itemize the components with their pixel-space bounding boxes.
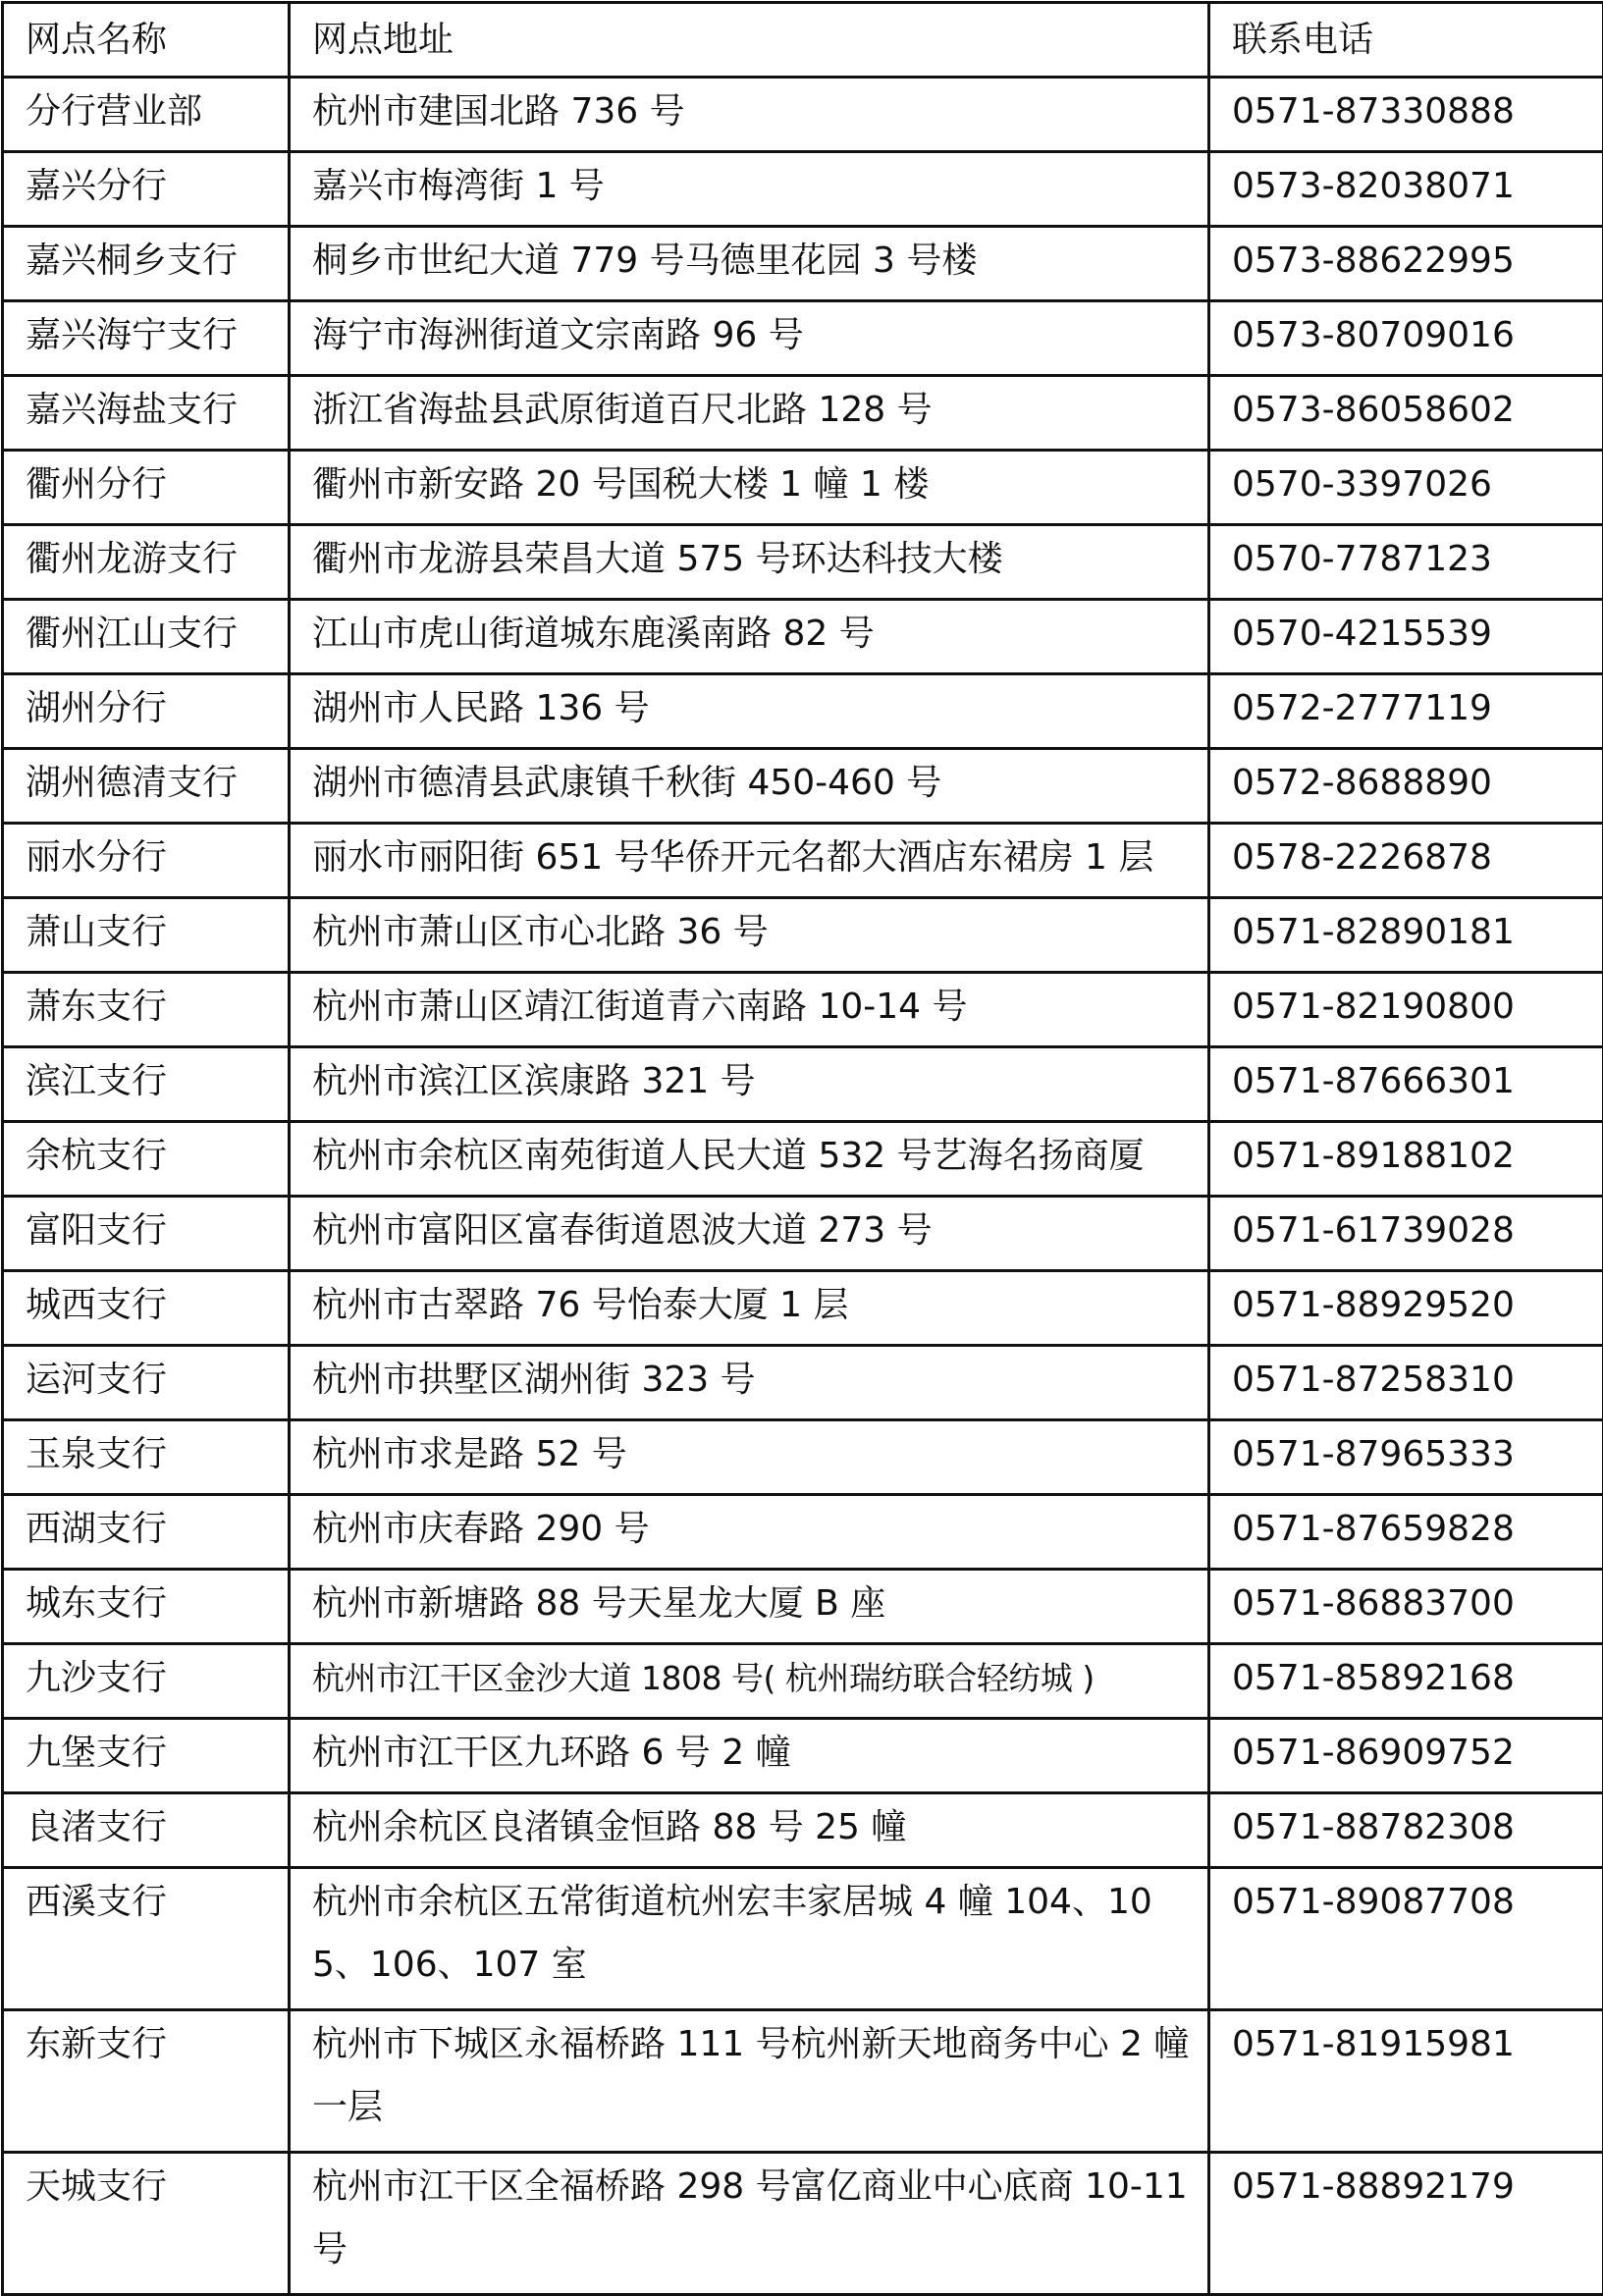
- branch-address: 杭州市拱墅区湖州街 323 号: [290, 1346, 1209, 1420]
- branch-name: 分行营业部: [3, 78, 290, 152]
- branch-phone: 0571-89087708: [1209, 1868, 1603, 2010]
- table-row: [3, 1570, 1603, 1644]
- branch-name: 九沙支行: [3, 1644, 290, 1719]
- branch-address: 杭州市求是路 52 号: [290, 1420, 1209, 1495]
- branch-address: 浙江省海盐县武原街道百尺北路 128 号: [290, 376, 1209, 451]
- table-row: [3, 451, 1603, 525]
- branch-phone: 0572-2777119: [1209, 674, 1603, 749]
- table-row: [3, 1197, 1603, 1271]
- branch-address: 杭州余杭区良渚镇金恒路 88 号 25 幢: [290, 1793, 1209, 1868]
- branch-address: 杭州市富阳区富春街道恩波大道 273 号: [290, 1197, 1209, 1271]
- table-row: [3, 973, 1603, 1047]
- branch-phone: 0571-88892179: [1209, 2153, 1603, 2295]
- branch-name: 湖州分行: [3, 674, 290, 749]
- branch-address: 杭州市滨江区滨康路 321 号: [290, 1047, 1209, 1122]
- table-row: [3, 674, 1603, 749]
- branch-address: 桐乡市世纪大道 779 号马德里花园 3 号楼: [290, 227, 1209, 301]
- table-row: [3, 1793, 1603, 1868]
- branch-address: 杭州市建国北路 736 号: [290, 78, 1209, 152]
- header-branch-name: 网点名称: [3, 3, 290, 78]
- table-row: [3, 376, 1603, 451]
- branch-address: 衢州市龙游县荣昌大道 575 号环达科技大楼: [290, 525, 1209, 600]
- branch-name: 滨江支行: [3, 1047, 290, 1122]
- branch-phone: 0571-86909752: [1209, 1719, 1603, 1793]
- table-row: [3, 1047, 1603, 1122]
- branch-name: 富阳支行: [3, 1197, 290, 1271]
- table-row: [3, 525, 1603, 600]
- branch-name: 嘉兴海盐支行: [3, 376, 290, 451]
- branch-phone: 0570-7787123: [1209, 525, 1603, 600]
- branch-address: 湖州市德清县武康镇千秋街 450-460 号: [290, 749, 1209, 824]
- table-row: [3, 1719, 1603, 1793]
- branch-address: 湖州市人民路 136 号: [290, 674, 1209, 749]
- table-row: [3, 301, 1603, 376]
- table-header-row: [3, 3, 1603, 78]
- branch-phone: 0570-3397026: [1209, 451, 1603, 525]
- branch-phone: 0570-4215539: [1209, 600, 1603, 674]
- branch-name: 城东支行: [3, 1570, 290, 1644]
- table-row: [3, 1868, 1603, 2010]
- branch-phone: 0571-88929520: [1209, 1271, 1603, 1346]
- branch-name: 衢州江山支行: [3, 600, 290, 674]
- branch-name: 湖州德清支行: [3, 749, 290, 824]
- table-row: [3, 2153, 1603, 2295]
- branch-phone: 0571-82890181: [1209, 898, 1603, 973]
- header-contact-phone: 联系电话: [1209, 3, 1603, 78]
- branch-phone: 0571-85892168: [1209, 1644, 1603, 1719]
- branch-address: 杭州市萧山区市心北路 36 号: [290, 898, 1209, 973]
- branch-name: 城西支行: [3, 1271, 290, 1346]
- branch-address: 杭州市余杭区南苑街道人民大道 532 号艺海名扬商厦: [290, 1122, 1209, 1197]
- branch-address: 嘉兴市梅湾街 1 号: [290, 152, 1209, 227]
- table-row: [3, 227, 1603, 301]
- branch-name: 萧东支行: [3, 973, 290, 1047]
- branch-name: 良渚支行: [3, 1793, 290, 1868]
- branch-name: 萧山支行: [3, 898, 290, 973]
- table-row: [3, 1271, 1603, 1346]
- table-row: [3, 2010, 1603, 2153]
- branch-address: 杭州市余杭区五常街道杭州宏丰家居城 4 幢 104、105、106、107 室: [290, 1868, 1209, 2010]
- branch-phone: 0571-87330888: [1209, 78, 1603, 152]
- branch-address: 海宁市海洲街道文宗南路 96 号: [290, 301, 1209, 376]
- branch-phone: 0571-88782308: [1209, 1793, 1603, 1868]
- branch-table: [1, 1, 1603, 2296]
- branch-address: 杭州市古翠路 76 号怡泰大厦 1 层: [290, 1271, 1209, 1346]
- branch-name: 嘉兴桐乡支行: [3, 227, 290, 301]
- branch-phone: 0571-87258310: [1209, 1346, 1603, 1420]
- branch-phone: 0572-8688890: [1209, 749, 1603, 824]
- branch-name: 玉泉支行: [3, 1420, 290, 1495]
- branch-phone: 0578-2226878: [1209, 824, 1603, 898]
- table-row: [3, 78, 1603, 152]
- branch-name: 嘉兴海宁支行: [3, 301, 290, 376]
- branch-address: 丽水市丽阳街 651 号华侨开元名都大酒店东裙房 1 层: [290, 824, 1209, 898]
- table-row: [3, 1346, 1603, 1420]
- branch-name: 西湖支行: [3, 1495, 290, 1570]
- branch-phone: 0571-89188102: [1209, 1122, 1603, 1197]
- branch-phone: 0571-87666301: [1209, 1047, 1603, 1122]
- table-row: [3, 152, 1603, 227]
- table-row: [3, 1420, 1603, 1495]
- branch-name: 九堡支行: [3, 1719, 290, 1793]
- branch-address: 杭州市新塘路 88 号天星龙大厦 B 座: [290, 1570, 1209, 1644]
- branch-address: 杭州市江干区金沙大道 1808 号( 杭州瑞纺联合轻纺城 ): [290, 1644, 1209, 1719]
- table-row: [3, 898, 1603, 973]
- table-row: [3, 1644, 1603, 1719]
- branch-address: 杭州市江干区全福桥路 298 号富亿商业中心底商 10-11 号: [290, 2153, 1209, 2295]
- branch-phone: 0573-82038071: [1209, 152, 1603, 227]
- branch-name: 衢州分行: [3, 451, 290, 525]
- branch-phone: 0573-88622995: [1209, 227, 1603, 301]
- branch-phone: 0571-86883700: [1209, 1570, 1603, 1644]
- branch-name: 衢州龙游支行: [3, 525, 290, 600]
- branch-address: 衢州市新安路 20 号国税大楼 1 幢 1 楼: [290, 451, 1209, 525]
- branch-address: 杭州市庆春路 290 号: [290, 1495, 1209, 1570]
- branch-address: 杭州市江干区九环路 6 号 2 幢: [290, 1719, 1209, 1793]
- branch-name: 西溪支行: [3, 1868, 290, 2010]
- branch-address: 杭州市萧山区靖江街道青六南路 10-14 号: [290, 973, 1209, 1047]
- branch-address: 杭州市下城区永福桥路 111 号杭州新天地商务中心 2 幢一层: [290, 2010, 1209, 2153]
- branch-phone: 0571-61739028: [1209, 1197, 1603, 1271]
- branch-phone: 0573-80709016: [1209, 301, 1603, 376]
- table-row: [3, 600, 1603, 674]
- table-row: [3, 824, 1603, 898]
- branch-name: 运河支行: [3, 1346, 290, 1420]
- branch-phone: 0571-82190800: [1209, 973, 1603, 1047]
- branch-phone: 0571-87659828: [1209, 1495, 1603, 1570]
- table-row: [3, 749, 1603, 824]
- table-row: [3, 1122, 1603, 1197]
- branch-phone: 0573-86058602: [1209, 376, 1603, 451]
- branch-name: 天城支行: [3, 2153, 290, 2295]
- branch-phone: 0571-81915981: [1209, 2010, 1603, 2153]
- header-branch-address: 网点地址: [290, 3, 1209, 78]
- branch-address: 江山市虎山街道城东鹿溪南路 82 号: [290, 600, 1209, 674]
- branch-name: 余杭支行: [3, 1122, 290, 1197]
- table-row: [3, 1495, 1603, 1570]
- branch-phone: 0571-87965333: [1209, 1420, 1603, 1495]
- branch-name: 嘉兴分行: [3, 152, 290, 227]
- branch-name: 东新支行: [3, 2010, 290, 2153]
- branch-name: 丽水分行: [3, 824, 290, 898]
